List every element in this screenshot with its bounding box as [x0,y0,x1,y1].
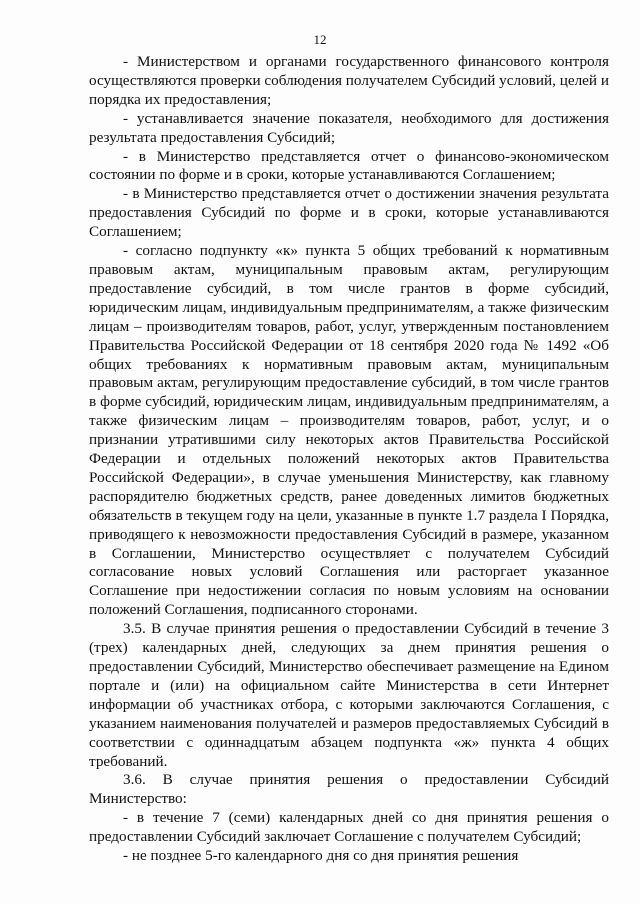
paragraph: 3.6. В случае принятия решения о предоставлении Субсидий Министерство: [89,771,609,808]
paragraph: - не позднее 5-го календарного дня со дня принятия решения [123,847,519,865]
paragraph: - в течение 7 (семи) календарных дней со дня принятия решения о предоставлении Субсидий заключает Соглашение с получателем Субсидий; [89,809,609,846]
paragraph: - Министерством и органами государственного финансового контроля осуществляются проверки соблюдения получателем Субсидий условий, целей и порядка их предоставления; [89,53,609,108]
paragraph: 3.5. В случае принятия решения о предоставлении Субсидий в течение 3 (трех) календарных дней, следующих за днем принятия решения о предоставлении Субсидий, Министерство обеспечивает размещение на Едином портале и (или) на официальном сайте Министерства в сети Интернет информации об участниках отбора, с которыми заключаются Соглашения, с указанием наименования получателей и размеров предоставляемых Субсидий в соответствии с одиннадцатым абзацем подпункта «ж» пункта 4 общих требований. [89,620,609,770]
paragraph: - в Министерство представляется отчет о достижении значения результата предоставления Субсидий по форме и в сроки, которые устанавливаются Соглашением; [89,185,609,241]
paragraph: - устанавливается значение показателя, необходимого для достижения результата предоставления Субсидий; [89,109,609,146]
page-number: 12 [313,32,327,47]
document-body [89,53,609,866]
paragraph: - согласно подпункту «к» пункта 5 общих требований к нормативным правовым актам, муниципальным правовым актам, регулирующим предоставление субсидий, в том числе грантов в форме субсидий, юридическим лицам, индивидуальным предпринимателям, а также физическим лицам – производителям товаров, работ, услуг, утвержденным постановлением Правительства Российской Федерации от 18 сентября 2020 года № 1492 «Об общих требованиях к нормативным правовым актам, муниципальным правовым актам, регулирующим предоставление субсидий, в том числе грантов в форме субсидий, юридическим лицам, индивидуальным предпринимателям, а также физическим лицам – производителям товаров, работ, услуг, и о признании утратившими силу некоторых актов Правительства Российской Федерации и отдельных положений некоторых актов Правительства Российской Федерации», в случае уменьшения Министерству, как главному распорядителю бюджетных средств, ранее доведенных лимитов бюджетных обязательств в текущем году на цели, указанные в пункте 1.7 раздела I Порядка, приводящего к невозможности предоставления Субсидий в размере, указанном в Соглашении, Министерство осуществляет с получателем Субсидий согласование новых условий Соглашения или расторгает указанное Соглашение при недостижении согласия по новым условиям на основании положений Соглашения, подписанного сторонами. [89,242,609,619]
paragraph: - в Министерство представляется отчет о финансово-экономическом состоянии по форме и в сроки, которые устанавливаются Соглашением; [89,147,609,184]
